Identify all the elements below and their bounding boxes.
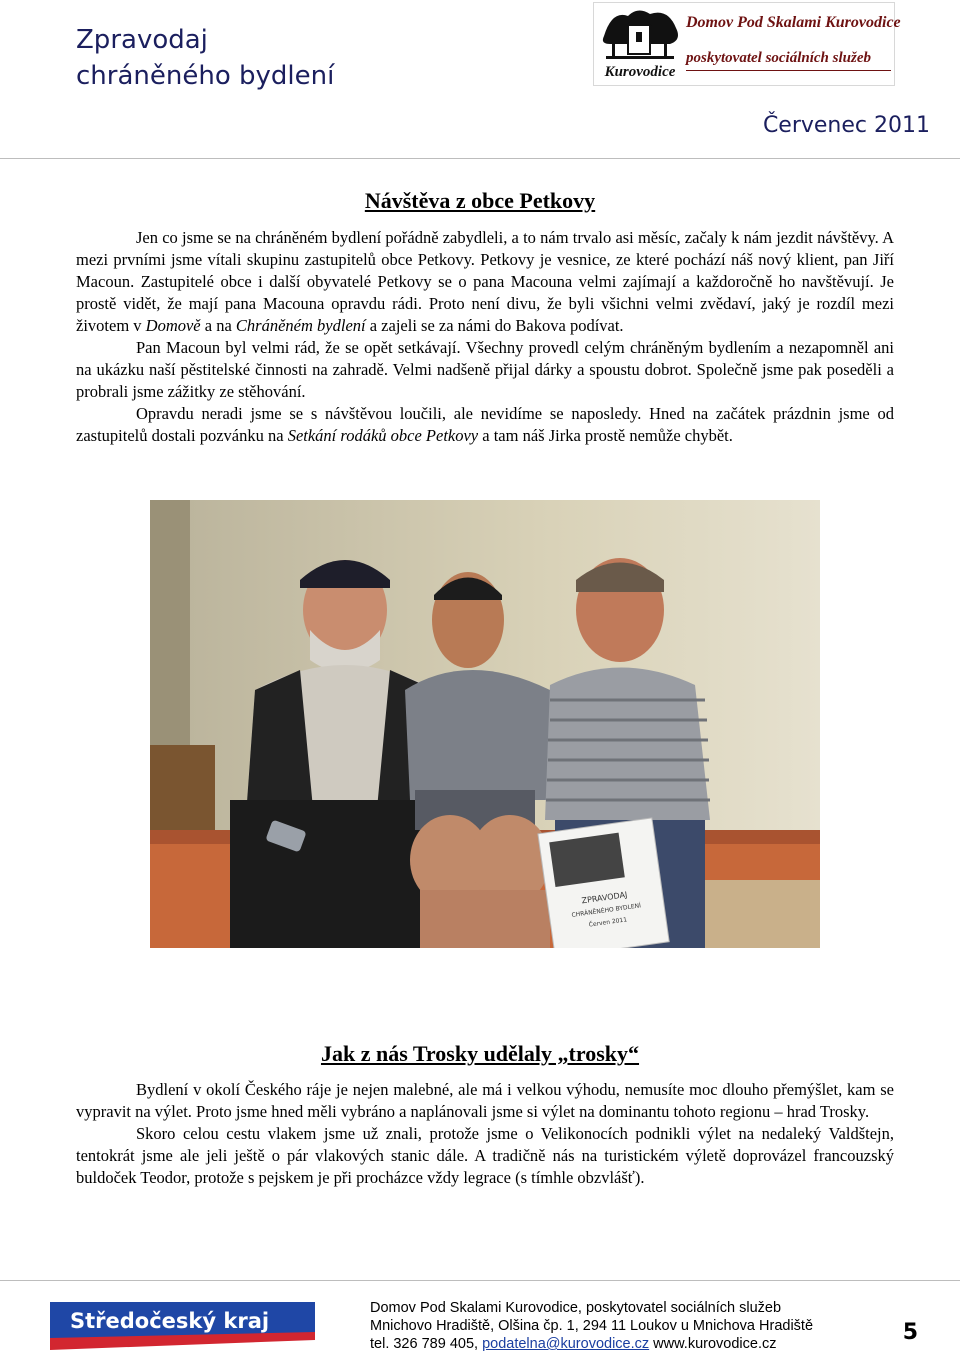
organization-subtitle: poskytovatel sociálních služeb (686, 50, 871, 66)
article-paragraph: Opravdu neradi jsme se s návštěvou loučili, ale nevidíme se naposledy. Hned na začátek prázdnin jsme od zastupitelů dostali pozvánku na Setkání rodáků obce Petkovy a tam náš Jirka prostě nemůže chybět. (76, 404, 894, 445)
article-paragraph: Bydlení v okolí Českého ráje je nejen malebné, ale má i velkou výhodu, nemusíte moc dlouho přemýšlet, kam se vypravit na výlet. Proto jsme hned měli vybráno a naplánovali jsme si výlet na dominantu tohoto regionu – hrad Trosky. (76, 1080, 894, 1121)
article-heading-trosky: Jak z nás Trosky udělaly „trosky“ (320, 1041, 640, 1066)
article-heading-visit: Návštěva z obce Petkovy (364, 188, 596, 213)
article-paragraph: Pan Macoun byl velmi rád, že se opět setkávají. Všechny provedl celým chráněným bydlením a nezapomněl ani na ukázku naší pěstitelské činnosti na zahradě. Velmi nadšeně přijal dárky a spoustu dobrot. Společně jsme pak poseděli a probrali jsme zážitky ze stěhování. (76, 338, 894, 401)
article-body-visit (76, 227, 894, 447)
newsletter-title (76, 22, 334, 94)
newsletter-leaflet (538, 818, 669, 948)
organization-name: Domov Pod Skalami Kurovodice (686, 14, 901, 31)
article-body-trosky (76, 1079, 894, 1189)
kurovodice-logo-icon (598, 6, 682, 82)
visit-photo (150, 500, 820, 948)
newsletter-title-line2: chráněného bydlení (76, 61, 335, 91)
footer-line-contacts: tel. 326 789 405, podatelna@kurovodice.cz www.kurovodice.cz (370, 1336, 777, 1352)
newsletter-title-line1: Zpravodaj (76, 25, 208, 55)
svg-text:ZPRAVODAJ: ZPRAVODAJ (581, 890, 628, 906)
article-paragraph: Skoro celou cestu vlakem jsme už znali, protože jsme o Velikonocích podnikli výlet na nedaleký Valdštejn, tentokrát jsme ale jeli ještě o pár vlakových stanic dále. A tradičně nás na turistickém výletě doprovázel francouzský buldoček Teodor, protože s pejskem je při procházce vždy legrace (s tímhle obzvlášť). (76, 1124, 894, 1187)
visit-photo-image (150, 500, 820, 948)
logo-wordmark: Kurovodice (604, 64, 676, 80)
article-paragraph: Jen co jsme se na chráněném bydlení pořádně zabydleli, a to nám trvalo asi měsíc, začaly k nám jezdit návštěvy. A mezi prvními jsme vítali skupinu zastupitelů obce Petkovy. Petkovy je vesnice, ze které pochází náš nový klient, pan Jiří Macoun. Zastupitelé obce i další obyvatelé Petkovy se o pana Macouna velmi zajímají a každoročně ho navštěvují. Je prostě vidět, že mají pana Macouna opravdu rádi. Proto není divu, že byli všichni velmi zvědaví, jaký je rozdíl mezi životem v Domově a na Chráněném bydlení a zajeli se za námi do Bakova podívat. (76, 228, 894, 335)
organization-subtitle-underline (686, 70, 891, 71)
footer-email-link[interactable]: podatelna@kurovodice.cz (482, 1336, 650, 1352)
region-logo-text: Středočeský kraj (70, 1309, 270, 1333)
svg-text:Červen 2011: Červen 2011 (588, 916, 628, 929)
header-divider (0, 158, 960, 159)
footer-line-organization: Domov Pod Skalami Kurovodice, poskytovatel sociálních služeb (370, 1300, 782, 1316)
svg-text:CHRÁNĚNÉHO BYDLENÍ: CHRÁNĚNÉHO BYDLENÍ (571, 902, 642, 919)
footer-contact (370, 1299, 813, 1353)
stredocesky-kraj-logo (50, 1302, 315, 1350)
page-number: 5 (902, 1320, 918, 1345)
issue-date: Červenec 2011 (762, 113, 930, 138)
footer-divider (0, 1280, 960, 1281)
footer-line-address: Mnichovo Hradiště, Olšina čp. 1, 294 11 Loukov u Mnichova Hradiště (370, 1318, 814, 1334)
